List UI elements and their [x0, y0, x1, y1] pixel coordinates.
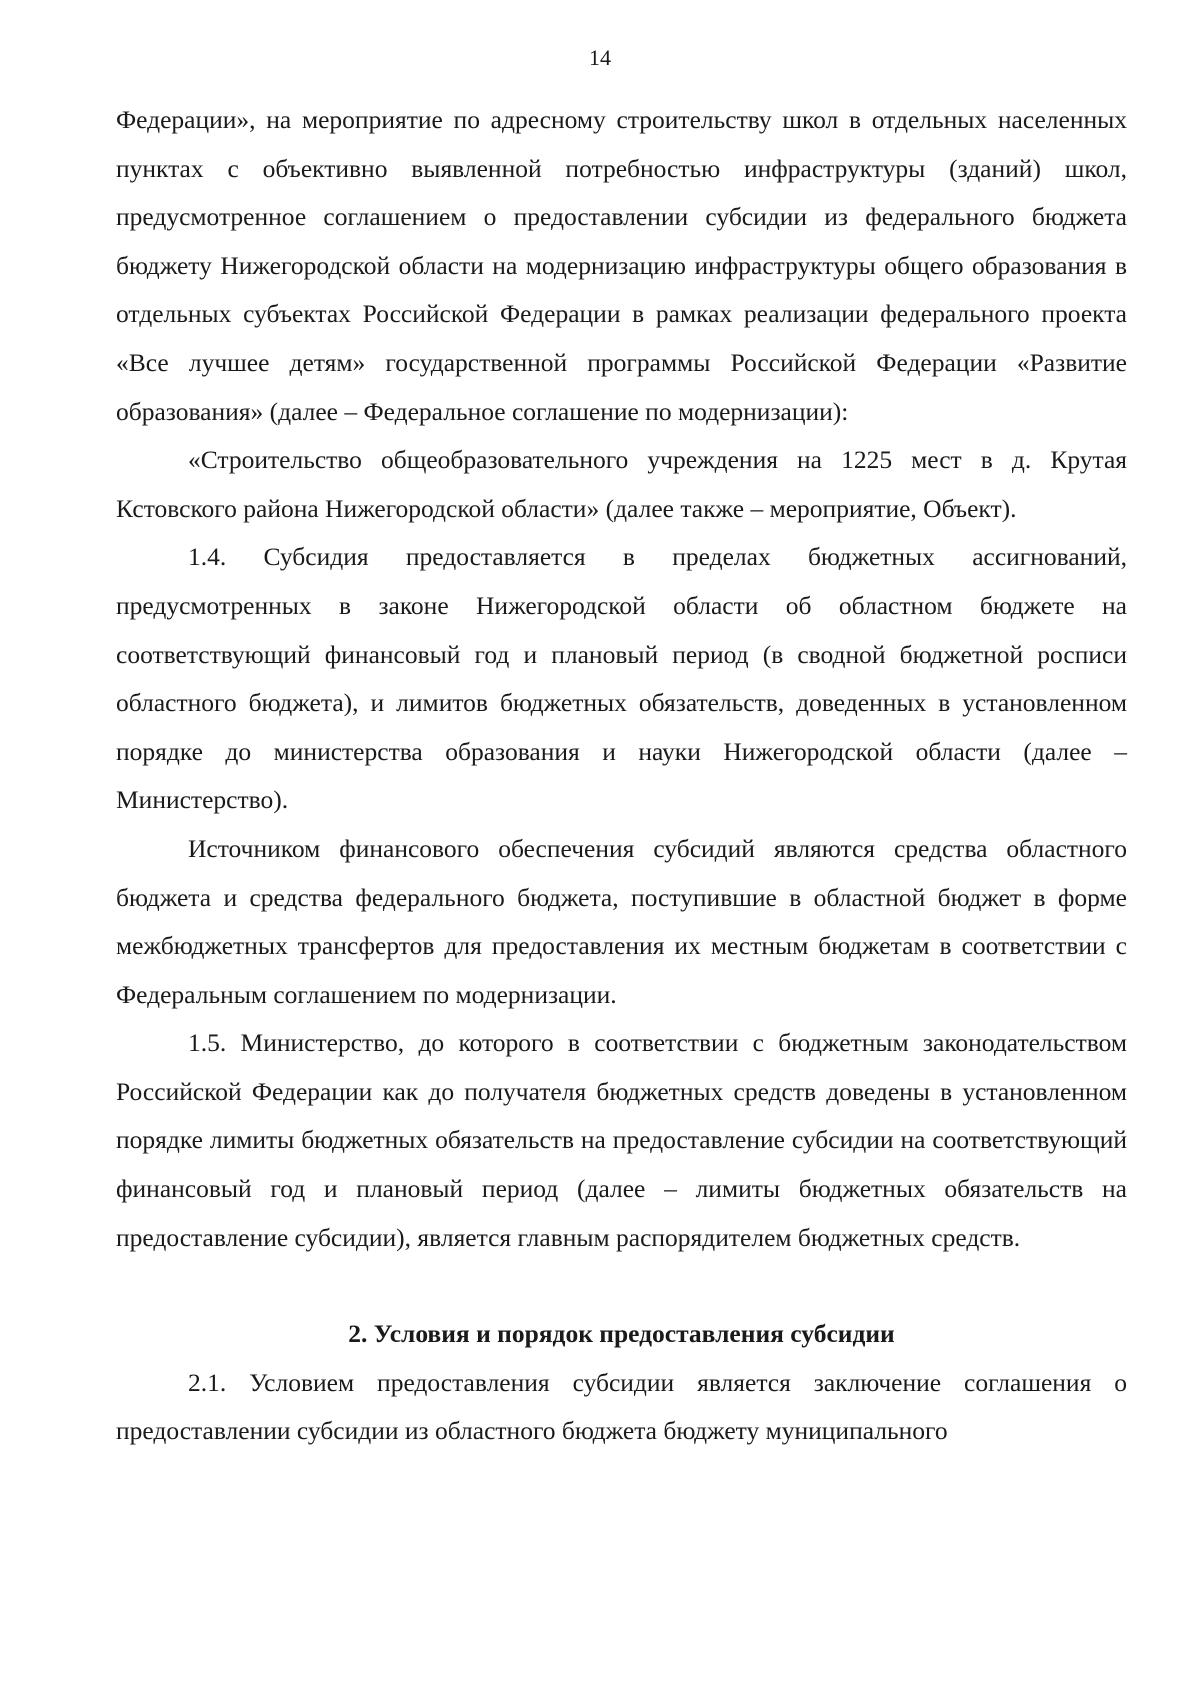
paragraph-1-5: 1.5. Министерство, до которого в соответствии с бюджетным законодательством Российской Федерации как до получателя бюджетных средств доведены в установленном порядке лимиты бюджетных обязательств на предоставление субсидии на соответствующий финансовый год и плановый период (далее – лимиты бюджетных обязательств на предоставление субсидии), является главным распорядителем бюджетных средств. — [116, 1028, 1127, 1252]
document-body — [116, 96, 1127, 1456]
page-number: 14 — [589, 45, 611, 70]
section-heading: 2. Условия и порядок предоставления субсидии — [348, 1319, 895, 1349]
paragraph-1-4: 1.4. Субсидия предоставляется в пределах бюджетных ассигнований, предусмотренных в законе Нижегородской области об областном бюджете на соответствующий финансовый год и плановый период (в сводной бюджетной росписи областного бюджета), и лимитов бюджетных обязательств, доведенных в установленном порядке до министерства образования и науки Нижегородской области (далее – Министерство). — [116, 542, 1127, 815]
paragraph-construction-object: «Строительство общеобразовательного учреждения на 1225 мест в д. Крутая Кстовского района Нижегородской области» (далее также – мероприятие, Объект). — [116, 445, 1127, 523]
paragraph-2-1: 2.1. Условием предоставления субсидии является заключение соглашения о предоставлении субсидии из областного бюджета бюджету муниципального — [116, 1367, 1127, 1446]
paragraph-federal-agreement: Федерации», на мероприятие по адресному строительству школ в отдельных населенных пунктах с объективно выявленной потребностью инфраструктуры (зданий) школ, предусмотренное соглашением о предоставлении субсидии из федерального бюджета бюджету Нижегородской области на модернизацию инфраструктуры общего образования в отдельных субъектах Российской Федерации в рамках реализации федерального проекта «Все лучшее детям» государственной программы Российской Федерации «Развитие образования» (далее – Федеральное соглашение по модернизации): — [116, 105, 1127, 426]
paragraph-funding-source: Источником финансового обеспечения субсидий являются средства областного бюджета и средства федерального бюджета, поступившие в областной бюджет в форме межбюджетных трансфертов для предоставления их местным бюджетам в соответствии с Федеральным соглашением по модернизации. — [116, 833, 1127, 1009]
